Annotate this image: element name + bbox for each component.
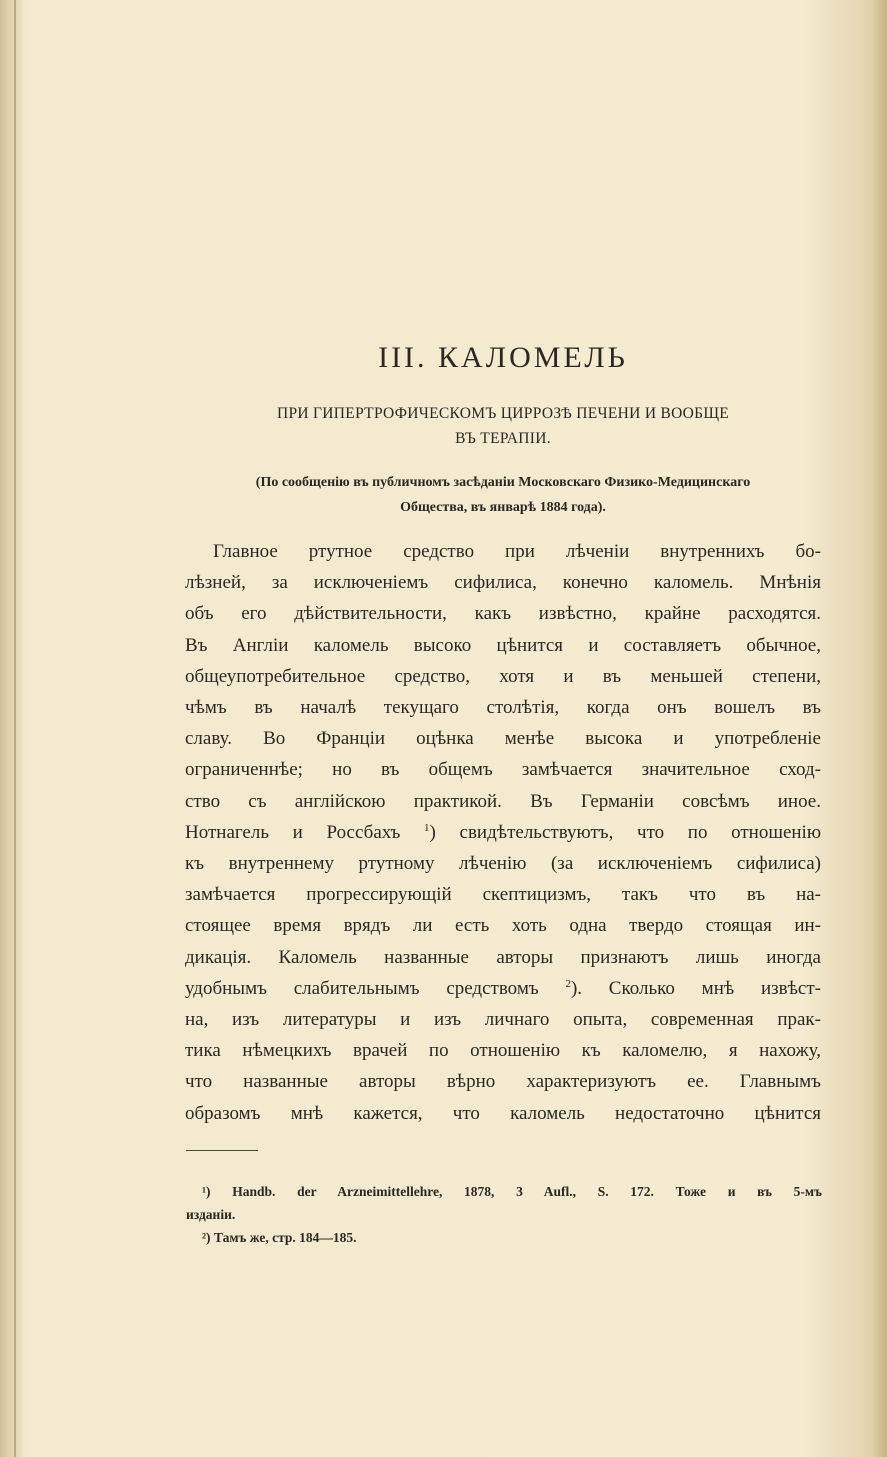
body-line: чѣмъ въ началѣ текущаго столѣтія, когда онъ вошелъ въ	[185, 697, 821, 719]
chapter-title: III. КАЛОМЕЛЬ	[378, 341, 628, 374]
subtitle-line: ПРИ ГИПЕРТРОФИЧЕСКОМЪ ЦИРРОЗѢ ПЕЧЕНИ И ВООБЩЕ	[276, 405, 730, 422]
body-line: славу. Во Франціи оцѣнка менѣе высока и употребленіе	[185, 728, 821, 750]
body-line: Главное ртутное средство при лѣченіи внутреннихъ бо-	[213, 541, 821, 562]
body-line-with-footnote-2	[185, 973, 821, 1004]
footnote-ref-2: 2	[565, 977, 571, 990]
footnote-marker: ¹)	[202, 1184, 211, 1199]
body-line: общеупотребительное средство, хотя и въ меньшей степени,	[185, 665, 821, 687]
body-line: ограниченнѣе; но въ общемъ замѣчается значительное сход-	[185, 759, 821, 781]
body-line: что названные авторы вѣрно характеризуютъ ее. Главнымъ	[185, 1071, 821, 1093]
footnote-text: Handb. der Arzneimittellehre, 1878, 3 Aufl., S. 172. Тоже и въ 5-мъ	[232, 1184, 822, 1199]
body-line-part: ). Сколько мнѣ извѣст-	[570, 977, 821, 999]
body-line: образомъ мнѣ кажется, что каломель недостаточно цѣнится	[185, 1102, 821, 1124]
footnote-ref-1: 1	[424, 821, 430, 834]
footnotes	[186, 1180, 822, 1249]
body-line: стоящее время врядъ ли есть хоть одна твердо стоящая ин-	[185, 915, 821, 937]
page-left-edge	[0, 0, 22, 1457]
body-paragraph	[185, 536, 821, 1129]
footnote-separator	[186, 1150, 258, 1151]
footnote-2	[186, 1226, 822, 1249]
footnote-1-continuation: изданіи.	[186, 1207, 236, 1222]
body-line-with-footnote-1: Нотнагель и Россбахъ $^1$) свидѣтельствуютъ, что по отношенію	[185, 821, 822, 843]
chapter-note	[185, 470, 821, 520]
body-line: на, изъ литературы и изъ личнаго опыта, современная прак-	[185, 1009, 821, 1031]
body-line: лѣзней, за исключеніемъ сифилиса, конечно каломель. Мнѣнія	[185, 572, 821, 594]
footnote-marker: ²)	[202, 1230, 211, 1245]
body-line: дикація. Каломель названные авторы признаютъ лишь иногда	[185, 946, 821, 968]
note-line: Общества, въ январѣ 1884 года).	[400, 500, 606, 515]
body-line: ство съ англійскою практикой. Въ Германіи совсѣмъ иное.	[185, 790, 821, 812]
body-line: объ его дѣйствительности, какъ извѣстно, крайне расходятся.	[185, 603, 821, 625]
note-line: (По сообщенію въ публичномъ засѣданіи Московскаго Физико-Медицинскаго	[255, 475, 751, 490]
body-line-part: Нотнагель и Россбахъ	[185, 821, 401, 843]
body-line: тика нѣмецкихъ врачей по отношенію къ каломелю, я нахожу,	[185, 1040, 821, 1062]
footnote-text: Тамъ же, стр. 184—185.	[213, 1230, 357, 1245]
binding-line	[14, 0, 16, 1457]
body-line: къ внутреннему ртутному лѣченію (за исключеніемъ сифилиса)	[185, 853, 821, 875]
body-line: Въ Англіи каломель высоко цѣнится и составляетъ обычное,	[185, 634, 821, 656]
body-line: замѣчается прогрессирующій скептицизмъ, такъ что въ на-	[185, 884, 821, 906]
footnote-1	[186, 1180, 822, 1203]
subtitle-line: ВЪ ТЕРАПІИ.	[455, 430, 551, 447]
body-line-part: свидѣтельствуютъ, что по отношенію	[459, 821, 822, 843]
body-line-part: удобнымъ слабительнымъ средствомъ	[185, 977, 539, 999]
chapter-subtitle	[185, 401, 821, 451]
page-right-edge	[873, 0, 887, 1457]
